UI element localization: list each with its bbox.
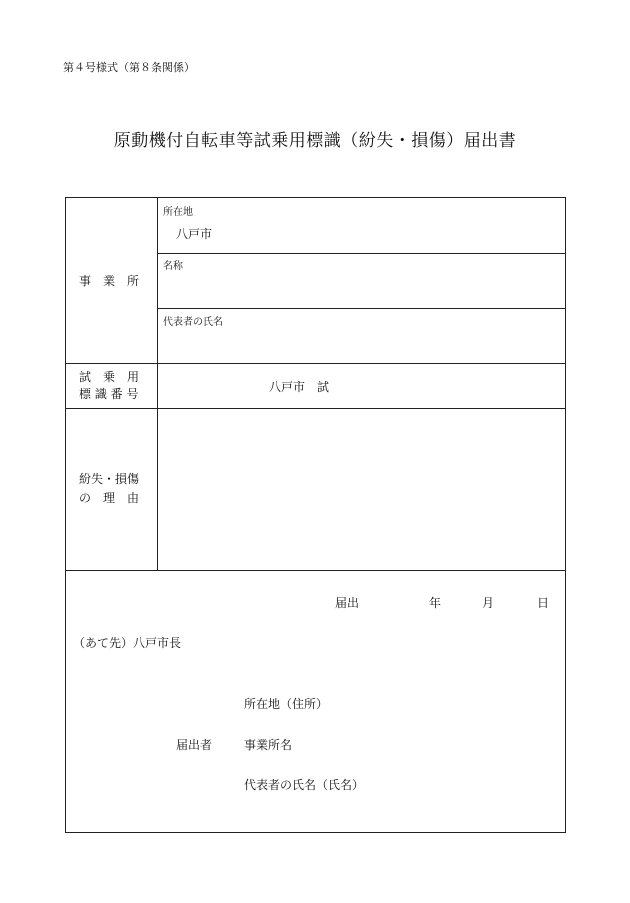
rep-name-label: 代表者の氏名（氏名） (244, 778, 365, 792)
address-label: 所在地（住所） (244, 697, 329, 711)
plate-label-line1: 試 乗 用 (79, 370, 140, 384)
office-name-label: 事業所名 (244, 738, 293, 752)
submitter-label: 届出者 (176, 738, 213, 752)
reason-label-line1: 紛失・損傷 (79, 472, 140, 486)
plate-value: 八戸市 試 (269, 380, 330, 394)
divider-reason-submission (66, 570, 566, 571)
name-label: 名称 (163, 261, 183, 272)
representative-label: 代表者の氏名 (163, 317, 223, 328)
page-title: 原動機付自転車等試乗用標識（紛失・損傷）届出書 (113, 131, 517, 151)
year-label: 年 (429, 596, 442, 610)
location-value: 八戸市 (176, 227, 213, 241)
divider-name-rep (157, 308, 566, 309)
divider-location-name (157, 253, 566, 254)
plate-label-line2: 標 識 番 号 (79, 387, 139, 401)
reason-label-line2: の 理 由 (79, 491, 140, 505)
month-label: 月 (482, 596, 495, 610)
divider-business-plate (66, 363, 566, 364)
divider-plate-reason (66, 408, 566, 409)
form-table (65, 197, 566, 833)
submitted-label: 届出 (335, 596, 360, 610)
location-label: 所在地 (163, 207, 193, 218)
addressee: （あて先）八戸市長 (73, 636, 182, 650)
business-label: 事 業 所 (79, 274, 140, 288)
day-label: 日 (537, 596, 550, 610)
form-number: 第４号様式（第８条関係） (63, 61, 195, 74)
